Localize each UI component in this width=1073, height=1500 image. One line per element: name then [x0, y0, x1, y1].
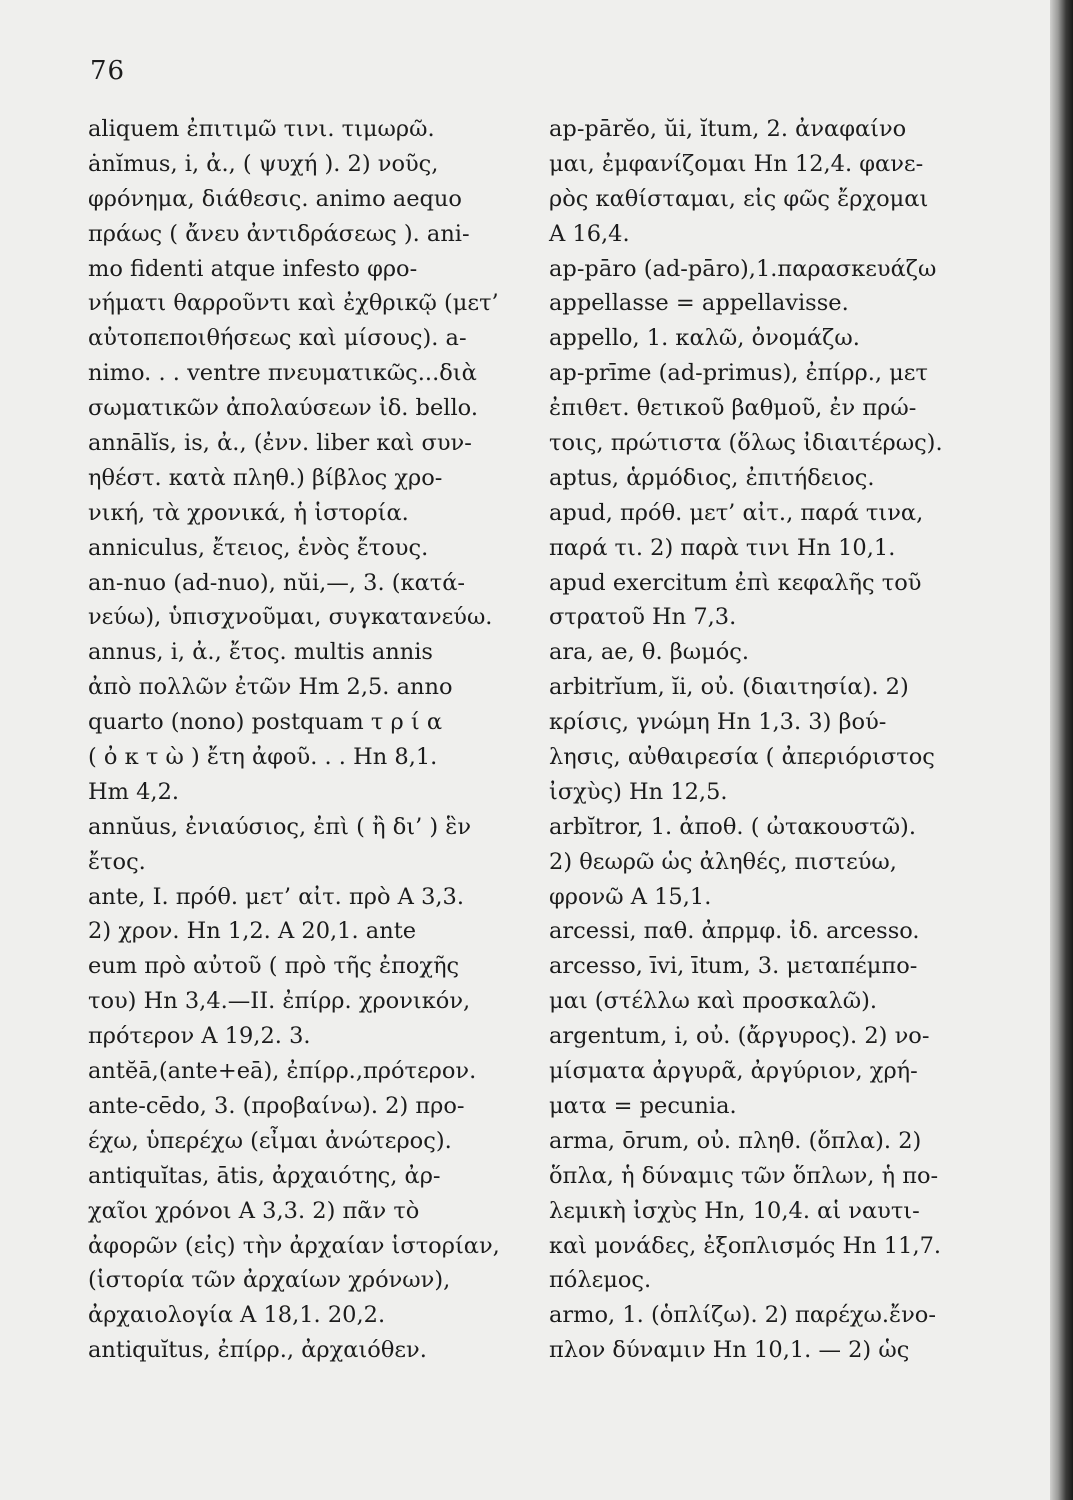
dictionary-line: πόλεμος. [549, 1267, 652, 1294]
dictionary-line: Hm 4,2. [88, 778, 180, 805]
dictionary-line: antĕā,(ante+eā), ἐπίρρ.,πρότερον. [88, 1058, 477, 1085]
dictionary-line: eum πρὸ αὐτοῦ ( πρὸ τῆς ἐποχῆς [88, 953, 460, 980]
book-binding-edge [1050, 0, 1073, 1500]
dictionary-line: νήματι θαρροῦντι καὶ ἐχθρικῷ (μετ’ [88, 290, 499, 317]
dictionary-line: an-nuo (ad-nuo), nŭi,—, 3. (κατά- [88, 569, 466, 596]
dictionary-line: appellasse = appellavisse. [549, 290, 849, 317]
dictionary-line: μίσματα ἀργυρᾶ, ἀργύριον, χρή- [549, 1058, 918, 1085]
dictionary-line: armo, 1. (ὁπλίζω). 2) παρέχω.ἔνο- [549, 1302, 936, 1329]
dictionary-line: nimo. . . ventre πνευματικῶς...διὰ [88, 360, 477, 387]
dictionary-line: ante, I. πρόθ. μετ’ αἰτ. πρὸ A 3,3. [88, 883, 465, 910]
dictionary-line: ὅπλα, ἡ δύναμις τῶν ὅπλων, ἡ πο- [549, 1162, 939, 1189]
dictionary-line: πρότερον A 19,2. 3. [88, 1023, 311, 1050]
dictionary-line: anniculus, ἔτειος, ἑνὸς ἔτους. [88, 534, 429, 561]
dictionary-line: A 16,4. [549, 220, 630, 247]
dictionary-line: σωματικῶν ἀπολαύσεων ἰδ. bello. [88, 395, 478, 422]
dictionary-line: ap-pārĕo, ŭi, ĭtum, 2. ἀναφαίνο [549, 116, 907, 142]
dictionary-line: argentum, i, οὐ. (ἄργυρος). 2) νο- [549, 1023, 930, 1050]
dictionary-line: του) Hn 3,4.—II. ἐπίρρ. χρονικόν, [88, 988, 471, 1015]
dictionary-line: 2) θεωρῶ ὡς ἀληθές, πιστεύω, [549, 848, 897, 875]
dictionary-line: ἐπιθετ. θετικοῦ βαθμοῦ, ἐν πρώ- [549, 395, 917, 422]
dictionary-line: annus, i, ἀ., ἔτος. multis annis [88, 639, 433, 666]
dictionary-line: arcesso, īvi, ītum, 3. μεταπέμπο- [549, 953, 918, 980]
dictionary-line: μαι, ἐμφανίζομαι Hn 12,4. φανε- [549, 150, 924, 177]
dictionary-line: ἰσχὺς) Hn 12,5. [549, 778, 728, 805]
dictionary-line: ἀφορῶν (εἰς) τὴν ἀρχαίαν ἱστορίαν, [88, 1232, 500, 1259]
dictionary-line: mo fidenti atque infesto φρο- [88, 255, 418, 282]
dictionary-line: aptus, ἁρμόδιος, ἐπιτήδειος. [549, 464, 875, 491]
dictionary-line: annālĭs, is, ἀ., (ἐνν. liber καὶ συν- [88, 430, 472, 457]
dictionary-line: appello, 1. καλῶ, ὀνομάζω. [549, 325, 860, 352]
dictionary-line: ματα = pecunia. [549, 1092, 737, 1119]
dictionary-line: λησις, αὐθαιρεσία ( ἀπεριόριστος [549, 744, 935, 771]
dictionary-line: ȧnĭmus, i, ἀ., ( ψυχή ). 2) νοῦς, [88, 150, 439, 177]
dictionary-line: arbitrĭum, ĭi, οὐ. (διαιτησία). 2) [549, 674, 909, 701]
left-column [88, 112, 528, 1368]
dictionary-line: ( ὀ κ τ ὼ ) ἔτη ἀφοῦ. . . Hn 8,1. [88, 744, 438, 771]
dictionary-line: (ἱστορία τῶν ἀρχαίων χρόνων), [88, 1267, 451, 1294]
dictionary-line: arma, ōrum, οὐ. πληθ. (ὅπλα). 2) [549, 1127, 922, 1154]
dictionary-line: apud exercitum ἐπὶ κεφαλῆς τοῦ [549, 569, 922, 596]
dictionary-line: ρὸς καθίσταμαι, εἰς φῶς ἔρχομαι [549, 185, 929, 212]
dictionary-line: ἔτος. [88, 848, 146, 875]
dictionary-line: κρίσις, γνώμη Hn 1,3. 3) βού- [549, 709, 887, 736]
dictionary-line: μαι (στέλλω καὶ προσκαλῶ). [549, 988, 877, 1015]
dictionary-line: antiquĭtas, ātis, ἀρχαιότης, ἀρ- [88, 1162, 441, 1189]
dictionary-line: quarto (nono) postquam τ ρ ί α [88, 709, 443, 736]
dictionary-line: αὐτοπεποιθήσεως καὶ μίσους). a- [88, 325, 467, 352]
dictionary-line: arcessi, παθ. ἀπρμφ. ἰδ. arcesso. [549, 918, 920, 945]
dictionary-line: ap-pāro (ad-pāro),1.παρασκευάζω [549, 255, 937, 282]
dictionary-line: καὶ μονάδες, ἐξοπλισμός Hn 11,7. [549, 1232, 942, 1259]
dictionary-line: arbĭtror, 1. ἀποθ. ( ὠτακουστῶ). [549, 813, 916, 840]
dictionary-line: παρά τι. 2) παρὰ τινι Hn 10,1. [549, 534, 896, 561]
dictionary-line: έχω, ὑπερέχω (εἶμαι ἀνώτερος). [88, 1127, 452, 1154]
dictionary-line: ante-cēdo, 3. (προβαίνω). 2) προ- [88, 1092, 465, 1119]
dictionary-line: ἀπὸ πολλῶν ἐτῶν Hm 2,5. anno [88, 674, 453, 701]
dictionary-line: antiquĭtus, ἐπίρρ., ἀρχαιόθεν. [88, 1337, 427, 1364]
dictionary-line: λεμικὴ ἰσχὺς Hn, 10,4. αἱ ναυτι- [549, 1197, 920, 1224]
dictionary-line: ap-prīme (ad-primus), ἐπίρρ., μετ [549, 360, 928, 387]
dictionary-line: annŭus, ἐνιαύσιος, ἐπὶ ( ἢ δι’ ) ἓν [88, 813, 472, 840]
dictionary-line: aliquem ἐπιτιμῶ τινι. τιμωρῶ. [88, 116, 435, 142]
dictionary-line: ηθέστ. κατὰ πληθ.) βίβλος χρο- [88, 464, 443, 491]
dictionary-line: ara, ae, θ. βωμός. [549, 639, 750, 666]
dictionary-line: νική, τὰ χρονικά, ἡ ἱστορία. [88, 499, 409, 526]
dictionary-line: ἀρχαιολογία A 18,1. 20,2. [88, 1302, 386, 1329]
dictionary-line: νεύω), ὑπισχνοῦμαι, συγκατανεύω. [88, 604, 493, 631]
dictionary-line: πλον δύναμιν Hn 10,1. — 2) ὡς [549, 1337, 910, 1364]
dictionary-line: στρατοῦ Hn 7,3. [549, 604, 737, 631]
dictionary-line: 2) χρον. Hn 1,2. A 20,1. ante [88, 918, 417, 945]
page-number: 76 [90, 56, 126, 86]
dictionary-line: πράως ( ἄνευ ἀντιδράσεως ). ani- [88, 220, 470, 247]
dictionary-line: apud, πρόθ. μετ’ αἰτ., παρά τινα, [549, 499, 924, 526]
right-column [549, 112, 989, 1368]
dictionary-line: φρόνημα, διάθεσις. animo aequo [88, 185, 462, 212]
dictionary-line: φρονῶ A 15,1. [549, 883, 712, 910]
dictionary-line: τοις, πρώτιστα (ὅλως ἰδιαιτέρως). [549, 430, 943, 457]
dictionary-line: χαῖοι χρόνοι A 3,3. 2) πᾶν τὸ [88, 1197, 420, 1224]
